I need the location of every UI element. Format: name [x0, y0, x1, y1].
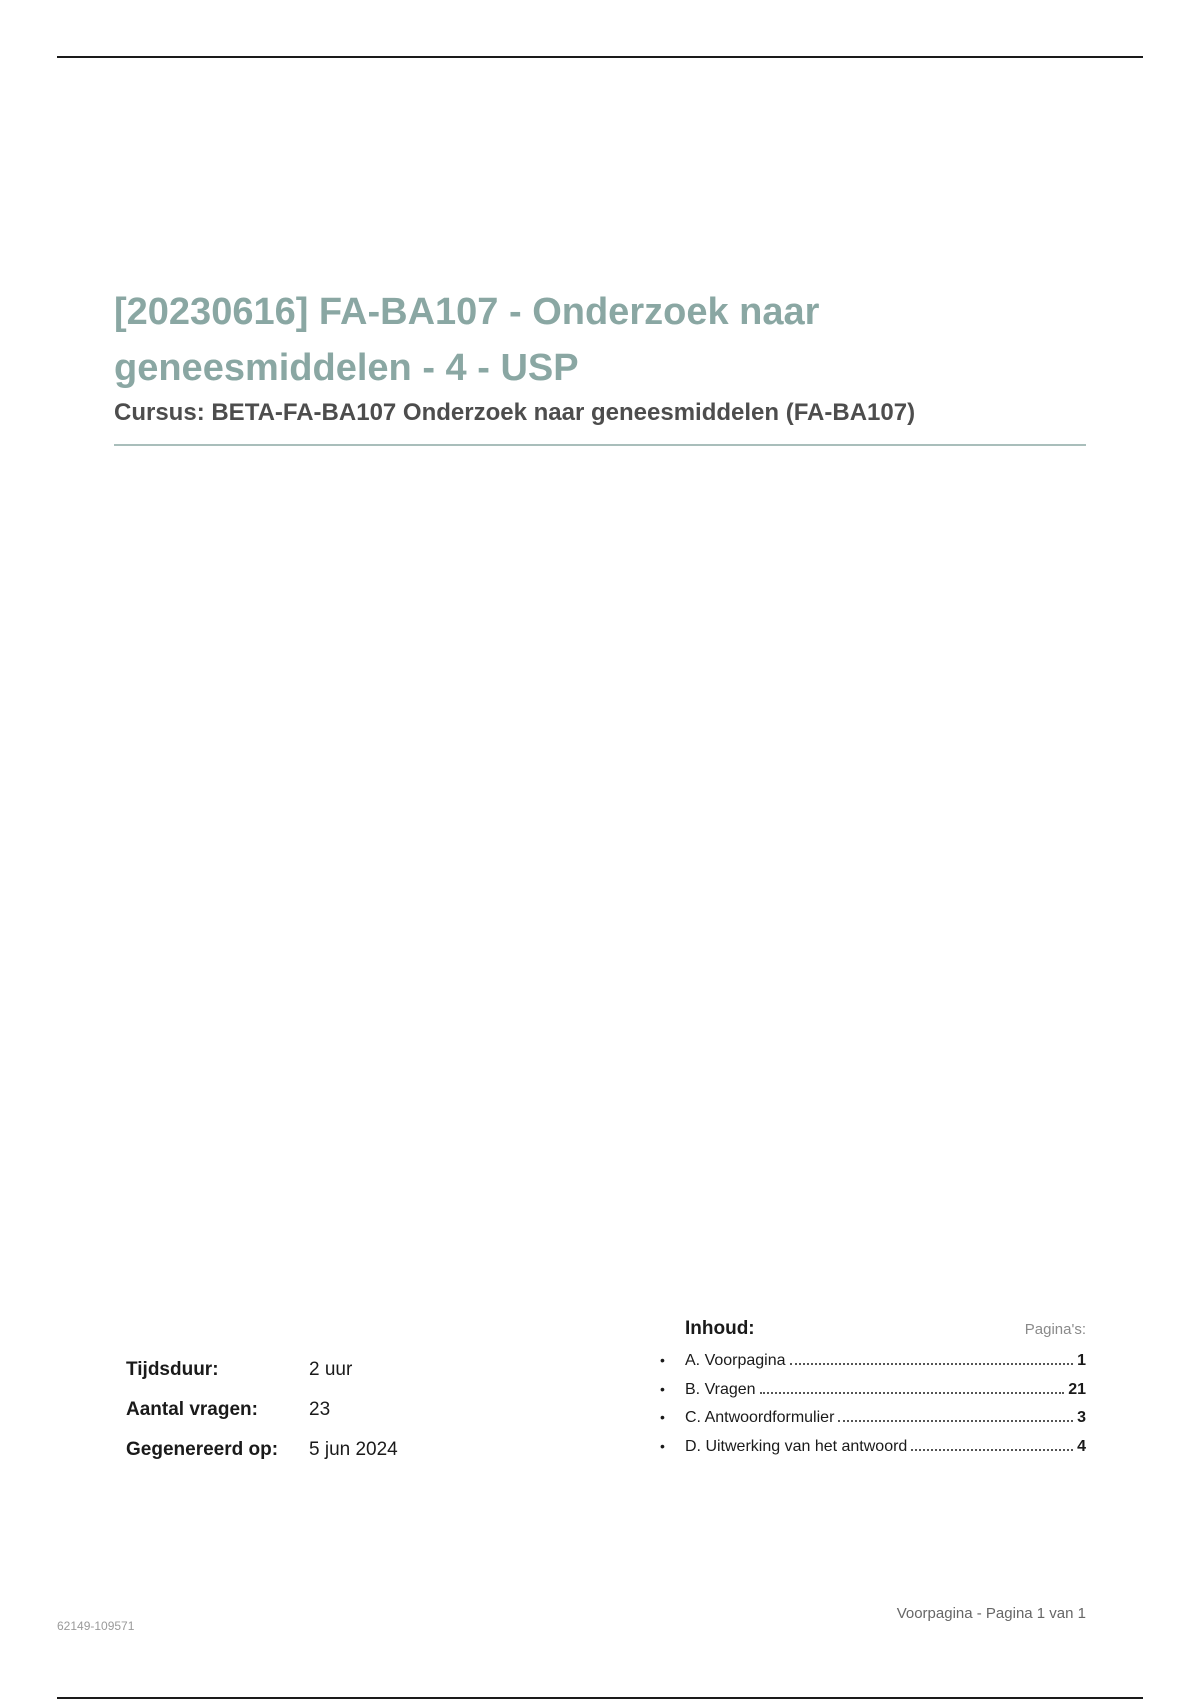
toc-item-vragen[interactable] — [660, 1381, 1086, 1410]
toc-item-page: 4 — [1077, 1437, 1086, 1455]
top-rule — [57, 56, 1143, 58]
page-indicator: Voorpagina - Pagina 1 van 1 — [896, 1605, 1086, 1622]
toc-item-voorpagina[interactable] — [660, 1352, 1086, 1381]
course-subtitle: Cursus: BETA-FA-BA107 Onderzoek naar geneesmiddelen (FA-BA107) — [114, 399, 916, 426]
meta-value: 23 — [309, 1399, 331, 1420]
toc-item-uitwerking[interactable] — [660, 1438, 1086, 1467]
meta-value: 2 uur — [309, 1359, 353, 1380]
meta-label: Gegenereerd op: — [126, 1439, 279, 1460]
bottom-rule — [57, 1697, 1143, 1699]
bullet-icon: • — [660, 1352, 665, 1368]
document-id: 62149-109571 — [57, 1619, 135, 1633]
meta-label: Aantal vragen: — [126, 1399, 258, 1420]
toc-pages-label: Pagina's: — [1024, 1321, 1086, 1338]
bullet-icon: • — [660, 1380, 665, 1397]
toc-item-label: A. Voorpagina — [685, 1352, 786, 1369]
toc-item-label: C. Antwoordformulier — [685, 1409, 835, 1426]
toc-item-page: 21 — [1068, 1380, 1086, 1398]
toc-item-label: D. Uitwerking van het antwoord — [685, 1437, 908, 1455]
meta-row-duration — [126, 1354, 398, 1394]
exam-meta — [126, 1354, 398, 1474]
title-block — [114, 284, 1086, 446]
toc-item-page: 3 — [1077, 1409, 1086, 1426]
toc-dot-leader — [760, 1392, 1065, 1394]
meta-row-question-count — [126, 1394, 398, 1434]
toc-dot-leader — [838, 1420, 1073, 1422]
table-of-contents — [660, 1318, 1086, 1466]
meta-row-generated-on — [126, 1434, 398, 1474]
toc-dot-leader — [911, 1449, 1073, 1451]
toc-header — [685, 1318, 1086, 1340]
title-divider — [114, 444, 1086, 446]
toc-item-antwoordformulier[interactable] — [660, 1409, 1086, 1438]
meta-label: Tijdsduur: — [126, 1359, 219, 1380]
document-title: [20230616] FA-BA107 - Onderzoek naar geneesmiddelen - 4 - USP — [114, 291, 820, 389]
meta-value: 5 jun 2024 — [309, 1439, 398, 1460]
toc-heading: Inhoud: — [685, 1318, 755, 1339]
bullet-icon: • — [660, 1409, 665, 1425]
toc-item-page: 1 — [1077, 1352, 1086, 1369]
toc-item-label: B. Vragen — [685, 1380, 756, 1398]
toc-dot-leader — [790, 1363, 1074, 1365]
bullet-icon: • — [660, 1437, 665, 1454]
